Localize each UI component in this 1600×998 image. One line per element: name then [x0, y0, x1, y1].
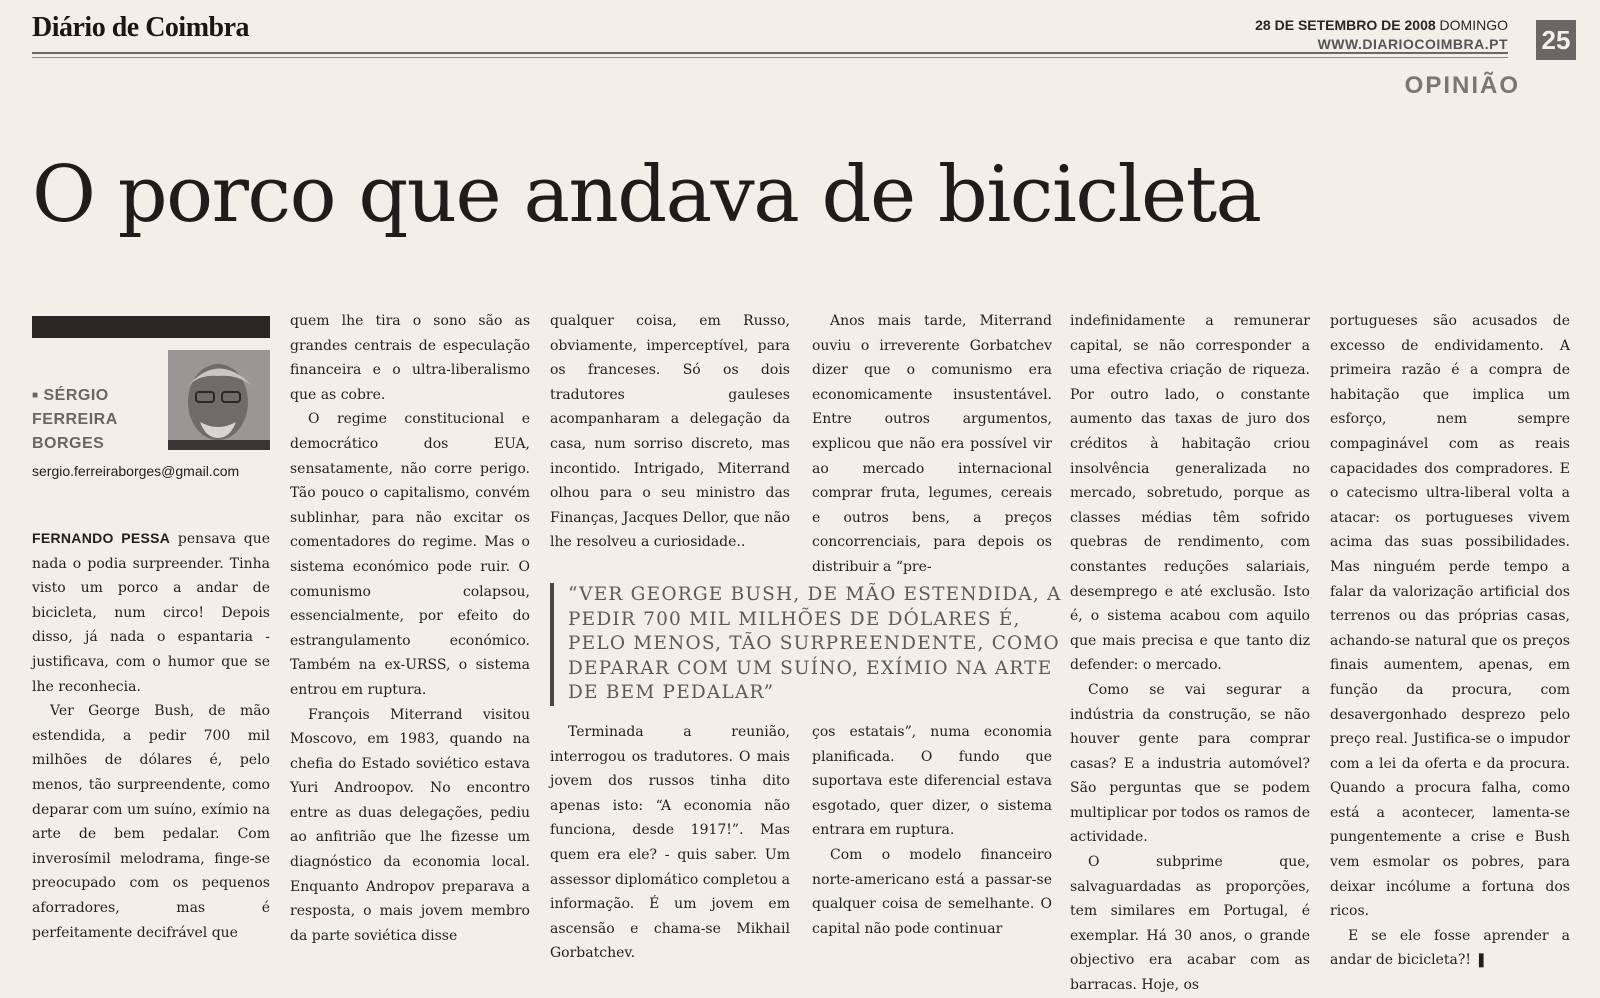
column-3-bottom — [550, 720, 790, 966]
paragraph: François Miterrand visitou Moscovo, em 1983, quando na chefia do Estado soviético estava Yuri Androopov. No encontro entre as duas delegações, pediu ao anfitrião que lhe fizesse um diagnóstico da economia local. Enquanto Andropov preparava a resposta, o mais jovem membro da parte soviética disse — [290, 706, 530, 944]
page-number: 25 — [1536, 20, 1576, 60]
paragraph: Anos mais tarde, Miterrand ouviu o irreverente Gorbatchev dizer que o comunismo era economicamente insustentável. Entre outros argumentos, explicou que não era possível vir ao mercado internacional comprar fruta, legumes, cereais e outros bens, a preços concorrenciais, para depois os distribuir a “pre- — [812, 313, 1052, 575]
paragraph: Ver George Bush, de mão estendida, a pedir 700 mil milhões de dólares é, pelo menos, tão surpreendente, como deparar com um suíno, exímio na arte de bem pedalar. Com inverosímil melodrama, finge-se preocupado com os pequenos aforradores, mas é perfeitamente decifrável que — [32, 703, 270, 941]
lead-name: FERNANDO PESSA — [32, 530, 171, 546]
column-5 — [1070, 309, 1310, 998]
author-last-name: BORGES — [32, 435, 105, 452]
paragraph: qualquer coisa, em Russo, obviamente, imperceptível, para os franceses. Só os dois tradutores gauleses acompanharam a delegação da casa, num sorriso discreto, mas incontido. Intrigado, Miterrand olhou para o seu ministro das Finanças, Jacques Dellor, que não lhe resolveu a curiosidade.. — [550, 313, 790, 551]
paragraph: portugueses são acusados de excesso de endividamento. A primeira razão é a compra de habitação que implica um esforço, nem sempre compaginável com as reais capacidades dos compradores. E o catecismo ultra-liberal volta a atacar: os portugueses vivem acima das suas possibilidades. Mas ninguém perde tempo a falar da valorização artificial dos terrenos ou das próprias casas, achando-se natural que os preços finais aumentem, apenas, em função da procura, com desavergonhado desprezo pelo preço real. Justifica-se o impudor com a lei da oferta e da procura. Quando a procura falha, como está a acontecer, lamenta-se pungentemente a crise e Bush vem esmolar os pobres, para deixar incólume a fortuna dos ricos. — [1330, 313, 1570, 920]
column-4-top — [812, 309, 1052, 580]
paragraph: ços estatais”, numa economia planificada. O fundo que suportava este diferencial estava esgotado, quer dizer, o sistema entrara em ruptura. — [812, 724, 1052, 839]
paragraph: O subprime que, salvaguardadas as proporções, tem similares em Portugal, é exemplar. Há 30 anos, o grande objectivo era acabar com as barracas. Hoje, os — [1070, 854, 1310, 994]
site-url: WWW.DIARIOCOIMBRA.PT — [1317, 36, 1508, 52]
paragraph: E se ele fosse aprender a andar de bicicleta?! ❚ — [1330, 927, 1570, 969]
article-headline: O porco que andava de bicicleta — [32, 150, 1261, 240]
author-name — [32, 384, 152, 456]
paragraph: Terminada a reunião, interrogou os tradutores. O mais jovem dos russos tinha dito apenas isto: “A economia não funciona, desde 1917!”. Mas quem era ele? - quis saber. Um assessor diplomático completou a informação. É um jovem em ascensão e chama-se Mikhail Gorbatchev. — [550, 724, 790, 962]
column-4-bottom — [812, 720, 1052, 941]
column-1 — [32, 526, 270, 945]
section-label: OPINIÃO — [1404, 72, 1520, 99]
author-middle-name: FERREIRA — [32, 411, 118, 428]
issue-date: 28 DE SETEMBRO DE 2008 — [1255, 17, 1436, 33]
paragraph: indefinidamente a remunerar capital, se não corresponder a uma efectiva criação de riqueza. Por outro lado, o constante aumento das taxas de juro dos créditos à habitação criou insolvência generalizada no mercado, sobretudo, porque as classes médias têm sofrido quebras de rendimento, com constantes reduções salariais, desemprego e até exclusão. Isto é, o sistema acabou com aquilo que mais precisa e que tanto diz defender: o mercado. — [1070, 313, 1310, 674]
author-portrait-icon — [168, 350, 270, 450]
issue-weekday: DOMINGO — [1439, 17, 1508, 33]
header-rule — [32, 52, 1508, 54]
author-first-name: SÉRGIO — [43, 387, 109, 404]
paragraph: Como se vai segurar a indústria da construção, se não houver gente para comprar casas? E a industria automóvel? São perguntas que se podem multiplicar por todos os ramos de actividade. — [1070, 681, 1310, 846]
column-2 — [290, 309, 530, 948]
author-photo — [168, 350, 270, 450]
newspaper-masthead: Diário de Coimbra — [32, 12, 250, 43]
paragraph — [32, 526, 270, 699]
square-bullet-icon: ■ — [32, 390, 39, 401]
pull-quote: “VER GEORGE BUSH, DE MÃO ESTENDIDA, A PEDIR 700 MIL MILHÕES DE DÓLARES É, PELO MENOS, TÃO SURPREENDENTE, COMO DEPARAR COM UM SUÍNO, EXÍMIO NA ARTE DE BEM PEDALAR” — [550, 583, 1068, 706]
paragraph: quem lhe tira o sono são as grandes centrais de especulação financeira e o ultra-liberalismo que as cobre. — [290, 313, 530, 403]
date-block — [1255, 16, 1508, 54]
column-3-top — [550, 309, 790, 555]
paragraph-text: pensava que nada o podia surpreender. Tinha visto um porco a andar de bicicleta, num circo! Depois disso, já nada o espantaria - justificava, com o humor que se lhe reconhecia. — [32, 531, 270, 695]
paragraph: O regime constitucional e democrático dos EUA, sensatamente, não corre perigo. Tão pouco o capitalismo, convém sublinhar, para não excitar os comentadores do regime. Mas o sistema económico pode ruir. O comunismo colapsou, essencialmente, por efeito do estrangulamento económico. Também na ex-URSS, o sistema entrou em ruptura. — [290, 411, 530, 698]
column-6 — [1330, 309, 1570, 973]
paragraph: Com o modelo financeiro norte-americano está a passar-se qualquer coisa de semelhante. O capital não pode continuar — [812, 846, 1052, 937]
author-email: sergio.ferreiraborges@gmail.com — [32, 463, 240, 479]
author-bar — [32, 316, 270, 338]
header-rule-thin — [32, 57, 1508, 58]
